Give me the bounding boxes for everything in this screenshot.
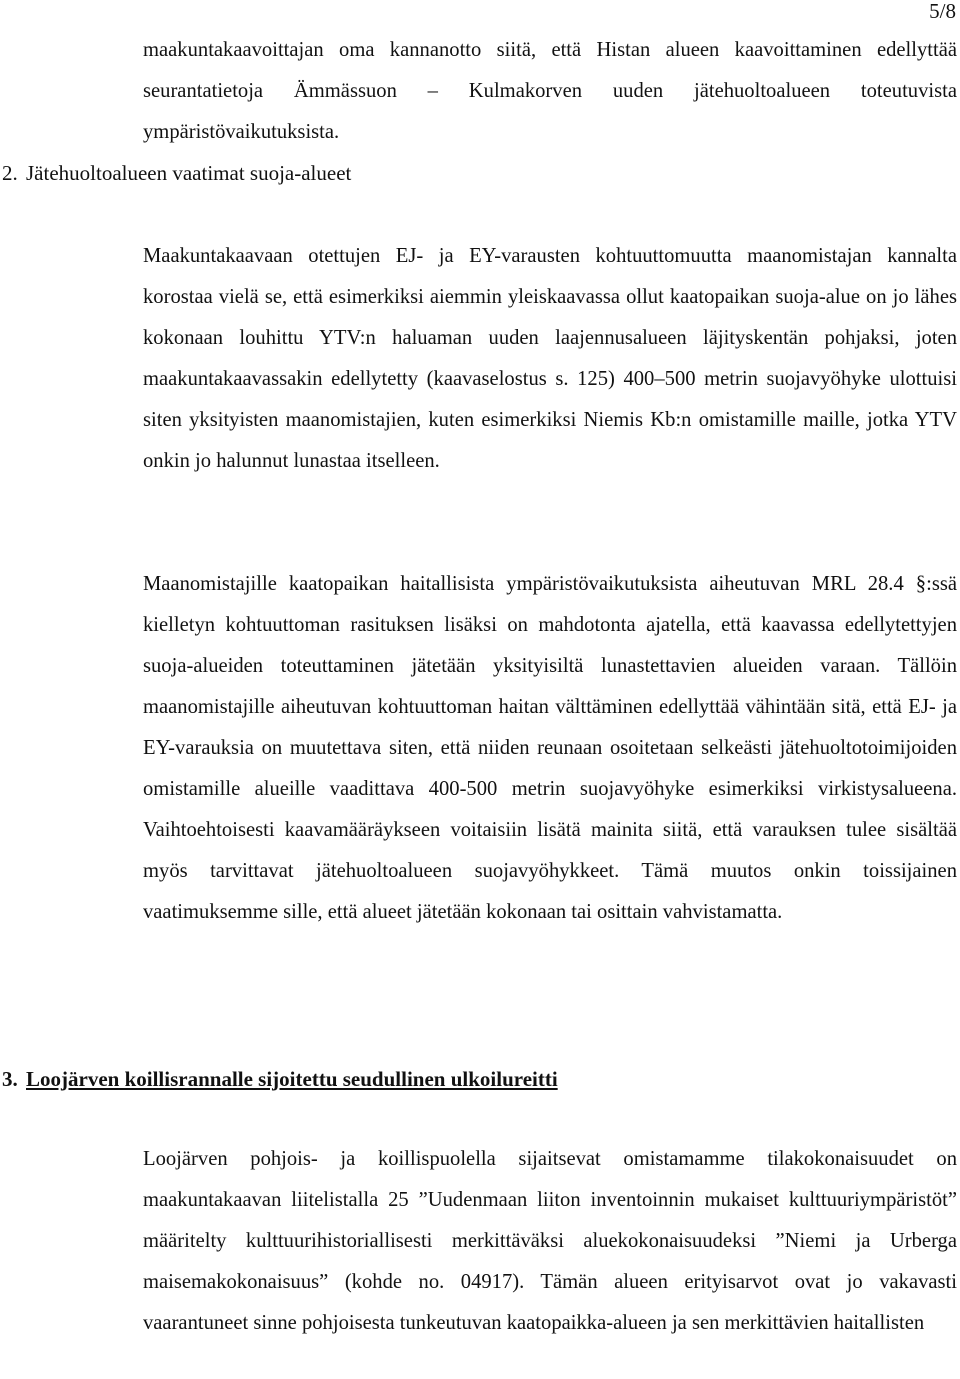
section-2-number: 2. bbox=[2, 161, 18, 185]
section-2-paragraph-1: Maakuntakaavaan otettujen EJ- ja EY-varausten kohtuuttomuutta maanomistajan kannalta korostaa vielä se, että esimerkiksi aiemmin yleiskaavassa ollut kaatopaikan suoja-alue on jo lähes kokonaan louhittu YTV:n haluaman uuden laajennusalueen läjityskentän pohjaksi, joten maakuntakaavassakin edellytetty (kaavaselostus s. 125) 400–500 metrin suojavyöhyke ulottuisi siten yksityisten maanomistajien, kuten esimerkiksi Niemis Kb:n omistamille maille, jotka YTV onkin jo halunnut lunastaa itselleen. bbox=[143, 245, 957, 472]
section-2-title: Jätehuoltoalueen vaatimat suoja-alueet bbox=[26, 161, 352, 185]
intro-paragraph: maakuntakaavoittajan oma kannanotto siitä, että Histan alueen kaavoittaminen edellyttää seurantatietoja Ämmässuon – Kulmakorven uuden jätehuoltoalueen toteutuvista ympäristövaikutuksista. bbox=[143, 39, 957, 143]
section-2-heading bbox=[2, 160, 351, 186]
section-3-title: Loojärven koillisrannalle sijoitettu seudullinen ulkoilureitti bbox=[26, 1067, 558, 1091]
section-3-number: 3. bbox=[2, 1067, 18, 1091]
page-number: 5/8 bbox=[929, 0, 956, 23]
section-3-paragraph-1: Loojärven pohjois- ja koillispuolella sijaitsevat omistamamme tilakokonaisuudet on maakuntakaavan liitelistalla 25 ”Uudenmaan liiton inventoinnin mukaiset kulttuuriympäristöt” määritelty kulttuurihistoriallisesti merkittäväksi aluekokonaisuudeksi ”Niemi ja Urberga maisemakokonaisuus” (kohde no. 04917). Tämän alueen erityisarvot ovat jo vakavasti vaarantuneet sinne pohjoisesta tunkeutuvan kaatopaikka-alueen ja sen merkittävien haitallisten bbox=[143, 1148, 957, 1334]
section-3-heading bbox=[2, 1066, 558, 1092]
section-2-paragraph-2: Maanomistajille kaatopaikan haitallisista ympäristövaikutuksista aiheutuvan MRL 28.4 §:ssä kielletyn kohtuuttoman rasituksen lisäksi on mahdotonta ajatella, että kaavassa edellytettyjen suoja-alueiden toteuttaminen jätetään yksityisiltä lunastettavien alueiden varaan. Tällöin maanomistajille aiheutuvan kohtuuttoman haitan välttäminen edellyttää vähintään sitä, että EJ- ja EY-varauksia on muutettava siten, että niiden reunaan osoitetaan selkeästi jätehuoltotoimijoiden omistamille alueille vaadittava 400-500 metrin suojavyöhyke esimerkiksi virkistysalueena. Vaihtoehtoisesti kaavamääräykseen voitaisiin lisätä mainita siitä, että varauksen tulee sisältää myös tarvittavat jätehuoltoalueen suojavyöhykkeet. Tämä muutos onkin toissijainen vaatimuksemme sille, että alueet jätetään kokonaan tai osittain vahvistamatta. bbox=[143, 573, 957, 923]
